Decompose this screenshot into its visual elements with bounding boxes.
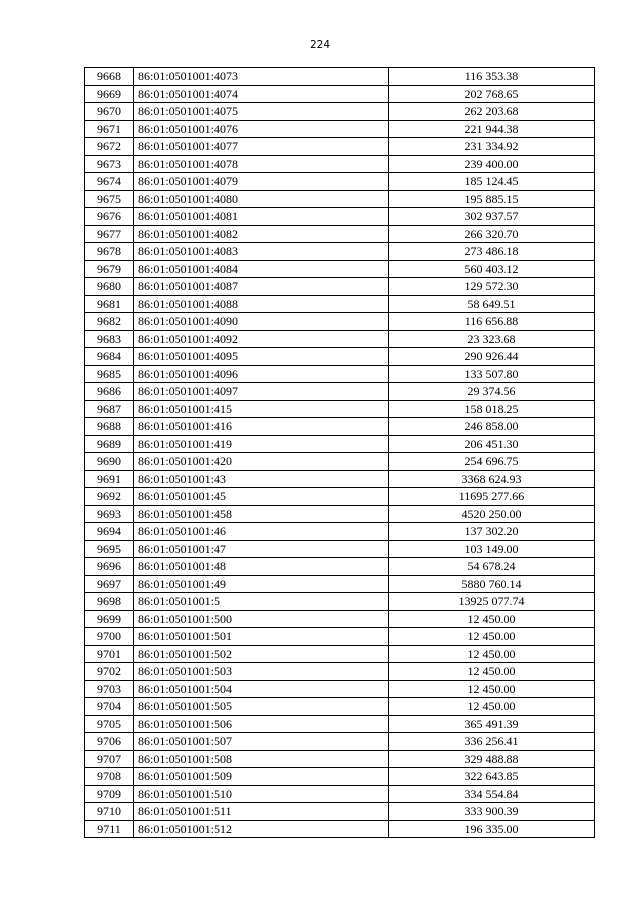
table-row — [85, 680, 595, 698]
table-row — [85, 768, 595, 786]
cadastral-number: 86:01:0501001:4075 — [134, 103, 389, 121]
cadastral-number: 86:01:0501001:420 — [134, 453, 389, 471]
cadastral-number: 86:01:0501001:4073 — [134, 68, 389, 86]
row-number: 9682 — [85, 313, 134, 331]
row-number: 9699 — [85, 610, 134, 628]
table-row — [85, 488, 595, 506]
row-number: 9671 — [85, 120, 134, 138]
cadastral-number: 86:01:0501001:507 — [134, 733, 389, 751]
row-number: 9702 — [85, 663, 134, 681]
cadastral-value: 329 488.88 — [389, 750, 595, 768]
cadastral-number: 86:01:0501001:510 — [134, 785, 389, 803]
row-number: 9681 — [85, 295, 134, 313]
row-number: 9707 — [85, 750, 134, 768]
table-row — [85, 505, 595, 523]
row-number: 9687 — [85, 400, 134, 418]
cadastral-number: 86:01:0501001:4081 — [134, 208, 389, 226]
cadastral-number: 86:01:0501001:416 — [134, 418, 389, 436]
cadastral-value: 333 900.39 — [389, 803, 595, 821]
row-number: 9674 — [85, 173, 134, 191]
cadastral-number: 86:01:0501001:5 — [134, 593, 389, 611]
cadastral-value: 13925 077.74 — [389, 593, 595, 611]
table-row — [85, 558, 595, 576]
row-number: 9711 — [85, 820, 134, 838]
cadastral-number: 86:01:0501001:4078 — [134, 155, 389, 173]
table-row — [85, 365, 595, 383]
table-row — [85, 435, 595, 453]
cadastral-value: 336 256.41 — [389, 733, 595, 751]
cadastral-value: 12 450.00 — [389, 663, 595, 681]
cadastral-number: 86:01:0501001:4095 — [134, 348, 389, 366]
cadastral-number: 86:01:0501001:4083 — [134, 243, 389, 261]
cadastral-value: 12 450.00 — [389, 645, 595, 663]
row-number: 9696 — [85, 558, 134, 576]
row-number: 9670 — [85, 103, 134, 121]
cadastral-value: 58 649.51 — [389, 295, 595, 313]
cadastral-number: 86:01:0501001:500 — [134, 610, 389, 628]
table-row — [85, 453, 595, 471]
table-row — [85, 313, 595, 331]
cadastral-number: 86:01:0501001:501 — [134, 628, 389, 646]
cadastral-value-table — [84, 67, 595, 838]
row-number: 9688 — [85, 418, 134, 436]
cadastral-number: 86:01:0501001:4074 — [134, 85, 389, 103]
table-row — [85, 120, 595, 138]
cadastral-value: 262 203.68 — [389, 103, 595, 121]
row-number: 9692 — [85, 488, 134, 506]
table-row — [85, 348, 595, 366]
cadastral-value: 334 554.84 — [389, 785, 595, 803]
cadastral-value: 12 450.00 — [389, 680, 595, 698]
cadastral-number: 86:01:0501001:4076 — [134, 120, 389, 138]
cadastral-value: 231 334.92 — [389, 138, 595, 156]
cadastral-value: 195 885.15 — [389, 190, 595, 208]
row-number: 9675 — [85, 190, 134, 208]
table-row — [85, 523, 595, 541]
cadastral-value: 12 450.00 — [389, 628, 595, 646]
table-row — [85, 383, 595, 401]
row-number: 9672 — [85, 138, 134, 156]
cadastral-value: 239 400.00 — [389, 155, 595, 173]
row-number: 9691 — [85, 470, 134, 488]
table-row — [85, 260, 595, 278]
row-number: 9709 — [85, 785, 134, 803]
table-row — [85, 243, 595, 261]
cadastral-number: 86:01:0501001:4088 — [134, 295, 389, 313]
table-row — [85, 103, 595, 121]
cadastral-value: 54 678.24 — [389, 558, 595, 576]
cadastral-number: 86:01:0501001:415 — [134, 400, 389, 418]
cadastral-value: 196 335.00 — [389, 820, 595, 838]
cadastral-number: 86:01:0501001:48 — [134, 558, 389, 576]
cadastral-number: 86:01:0501001:43 — [134, 470, 389, 488]
cadastral-value: 221 944.38 — [389, 120, 595, 138]
cadastral-value: 29 374.56 — [389, 383, 595, 401]
table-row — [85, 575, 595, 593]
table-row — [85, 470, 595, 488]
cadastral-number: 86:01:0501001:502 — [134, 645, 389, 663]
row-number: 9673 — [85, 155, 134, 173]
table-row — [85, 733, 595, 751]
cadastral-value: 202 768.65 — [389, 85, 595, 103]
cadastral-value: 290 926.44 — [389, 348, 595, 366]
table-row — [85, 645, 595, 663]
cadastral-value: 137 302.20 — [389, 523, 595, 541]
cadastral-value: 11695 277.66 — [389, 488, 595, 506]
cadastral-number: 86:01:0501001:4084 — [134, 260, 389, 278]
row-number: 9685 — [85, 365, 134, 383]
page-number: 224 — [309, 39, 331, 51]
cadastral-number: 86:01:0501001:45 — [134, 488, 389, 506]
row-number: 9710 — [85, 803, 134, 821]
row-number: 9678 — [85, 243, 134, 261]
row-number: 9698 — [85, 593, 134, 611]
table-row — [85, 295, 595, 313]
row-number: 9693 — [85, 505, 134, 523]
cadastral-number: 86:01:0501001:504 — [134, 680, 389, 698]
cadastral-number: 86:01:0501001:4080 — [134, 190, 389, 208]
table-row — [85, 400, 595, 418]
table-row — [85, 750, 595, 768]
row-number: 9676 — [85, 208, 134, 226]
cadastral-number: 86:01:0501001:458 — [134, 505, 389, 523]
table-row — [85, 418, 595, 436]
row-number: 9695 — [85, 540, 134, 558]
table-row — [85, 785, 595, 803]
table-row — [85, 698, 595, 716]
row-number: 9706 — [85, 733, 134, 751]
cadastral-value: 185 124.45 — [389, 173, 595, 191]
row-number: 9697 — [85, 575, 134, 593]
cadastral-number: 86:01:0501001:4077 — [134, 138, 389, 156]
row-number: 9680 — [85, 278, 134, 296]
cadastral-value: 302 937.57 — [389, 208, 595, 226]
cadastral-value: 322 643.85 — [389, 768, 595, 786]
cadastral-number: 86:01:0501001:4096 — [134, 365, 389, 383]
cadastral-value: 273 486.18 — [389, 243, 595, 261]
table-row — [85, 628, 595, 646]
cadastral-number: 86:01:0501001:46 — [134, 523, 389, 541]
cadastral-value: 246 858.00 — [389, 418, 595, 436]
row-number: 9689 — [85, 435, 134, 453]
cadastral-number: 86:01:0501001:512 — [134, 820, 389, 838]
row-number: 9708 — [85, 768, 134, 786]
cadastral-value: 23 323.68 — [389, 330, 595, 348]
cadastral-number: 86:01:0501001:49 — [134, 575, 389, 593]
row-number: 9690 — [85, 453, 134, 471]
table-row — [85, 663, 595, 681]
cadastral-number: 86:01:0501001:4092 — [134, 330, 389, 348]
cadastral-value: 116 656.88 — [389, 313, 595, 331]
cadastral-number: 86:01:0501001:4097 — [134, 383, 389, 401]
table-body — [85, 68, 595, 838]
table-row — [85, 85, 595, 103]
row-number: 9701 — [85, 645, 134, 663]
cadastral-number: 86:01:0501001:4082 — [134, 225, 389, 243]
table-row — [85, 190, 595, 208]
cadastral-value: 254 696.75 — [389, 453, 595, 471]
row-number: 9694 — [85, 523, 134, 541]
cadastral-value: 4520 250.00 — [389, 505, 595, 523]
row-number: 9669 — [85, 85, 134, 103]
table-row — [85, 173, 595, 191]
cadastral-number: 86:01:0501001:503 — [134, 663, 389, 681]
row-number: 9704 — [85, 698, 134, 716]
row-number: 9686 — [85, 383, 134, 401]
table-row — [85, 155, 595, 173]
cadastral-value: 103 149.00 — [389, 540, 595, 558]
cadastral-number: 86:01:0501001:47 — [134, 540, 389, 558]
table-row — [85, 138, 595, 156]
cadastral-number: 86:01:0501001:505 — [134, 698, 389, 716]
cadastral-number: 86:01:0501001:506 — [134, 715, 389, 733]
cadastral-number: 86:01:0501001:4090 — [134, 313, 389, 331]
cadastral-value: 12 450.00 — [389, 610, 595, 628]
table-row — [85, 593, 595, 611]
row-number: 9677 — [85, 225, 134, 243]
row-number: 9703 — [85, 680, 134, 698]
cadastral-number: 86:01:0501001:509 — [134, 768, 389, 786]
row-number: 9679 — [85, 260, 134, 278]
row-number: 9683 — [85, 330, 134, 348]
cadastral-number: 86:01:0501001:419 — [134, 435, 389, 453]
cadastral-number: 86:01:0501001:511 — [134, 803, 389, 821]
row-number: 9684 — [85, 348, 134, 366]
cadastral-value: 158 018.25 — [389, 400, 595, 418]
table-row — [85, 208, 595, 226]
cadastral-value: 5880 760.14 — [389, 575, 595, 593]
cadastral-number: 86:01:0501001:508 — [134, 750, 389, 768]
table-row — [85, 715, 595, 733]
cadastral-value: 365 491.39 — [389, 715, 595, 733]
table-row — [85, 330, 595, 348]
table-row — [85, 225, 595, 243]
table-row — [85, 610, 595, 628]
row-number: 9668 — [85, 68, 134, 86]
cadastral-value: 12 450.00 — [389, 698, 595, 716]
table-row — [85, 68, 595, 86]
cadastral-number: 86:01:0501001:4079 — [134, 173, 389, 191]
table-row — [85, 803, 595, 821]
table-row — [85, 820, 595, 838]
row-number: 9705 — [85, 715, 134, 733]
cadastral-value: 116 353.38 — [389, 68, 595, 86]
row-number: 9700 — [85, 628, 134, 646]
cadastral-number: 86:01:0501001:4087 — [134, 278, 389, 296]
cadastral-value: 3368 624.93 — [389, 470, 595, 488]
cadastral-value: 206 451.30 — [389, 435, 595, 453]
table-row — [85, 278, 595, 296]
cadastral-value: 560 403.12 — [389, 260, 595, 278]
cadastral-value: 266 320.70 — [389, 225, 595, 243]
cadastral-value: 133 507.80 — [389, 365, 595, 383]
table-row — [85, 540, 595, 558]
cadastral-value: 129 572.30 — [389, 278, 595, 296]
